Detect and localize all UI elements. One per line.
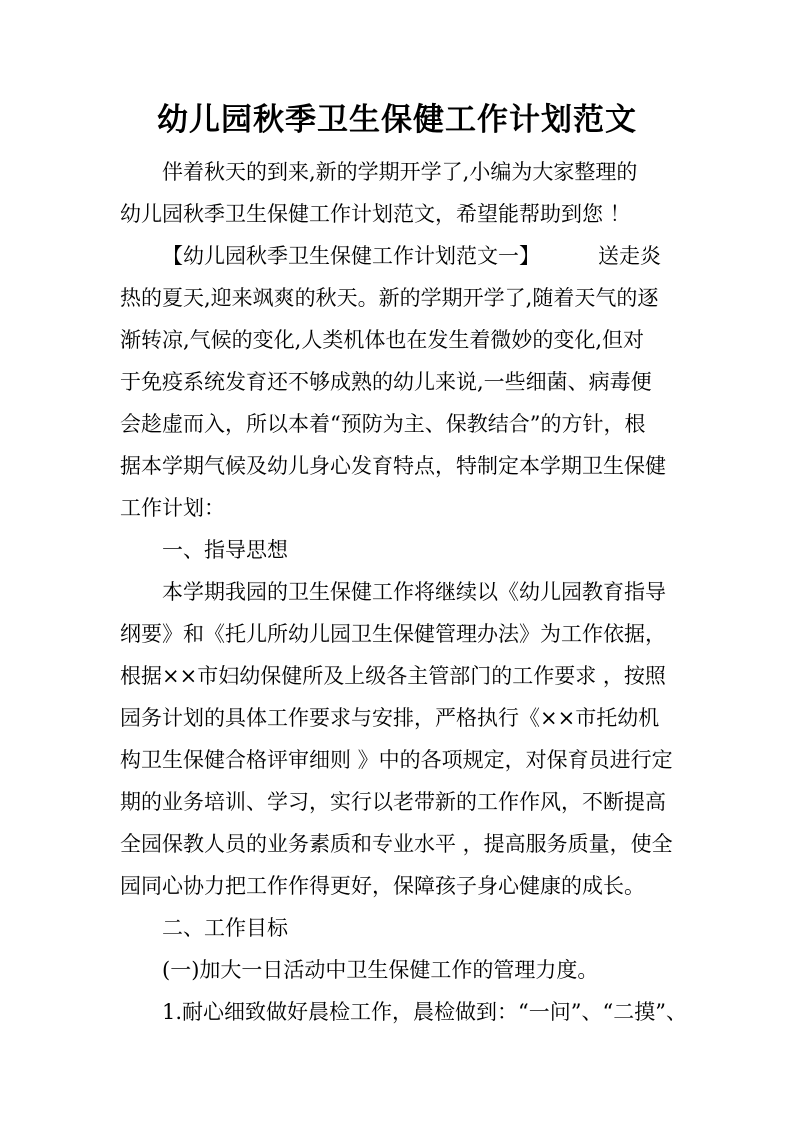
paragraph-line: 园务计划的具体工作要求与安排，严格执行《××市托幼机 [120, 706, 660, 730]
paragraph-line: 纲要》和《托儿所幼儿园卫生保健管理办法》为工作依据， [120, 622, 666, 646]
section-heading-one: 【幼儿园秋季卫生保健工作计划范文一】 [162, 244, 540, 268]
paragraph-line: 幼儿园秋季卫生保健工作计划范文，希望能帮助到您 ！ [120, 202, 631, 226]
paragraph-line: 于免疫系统发育还不够成熟的幼儿来说,一些细菌、病毒便 [120, 370, 652, 394]
paragraph-line: 期的业务培训、学习，实行以老带新的工作作风，不断提高 [120, 790, 666, 814]
paragraph-text: 送走炎 [598, 244, 661, 268]
paragraph-line: 本学期我园的卫生保健工作将继续以《幼儿园教育指导 [162, 580, 666, 604]
paragraph-line: 全园保教人员的业务素质和专业水平 ，提高服务质量，使全 [120, 832, 673, 856]
paragraph-line: 热的夏天,迎来飒爽的秋天。新的学期开学了,随着天气的逐 [120, 286, 659, 310]
paragraph-line: 渐转凉,气候的变化,人类机体也在发生着微妙的变化,但对 [120, 328, 645, 352]
sub-heading: (一)加大一日活动中卫生保健工作的管理力度。 [162, 958, 599, 982]
paragraph-line: 根据××市妇幼保健所及上级各主管部门的工作要求 ，按照 [120, 664, 666, 688]
document-title: 幼儿园秋季卫生保健工作计划范文 [157, 102, 637, 138]
paragraph-line: 工作计划： [120, 496, 225, 520]
section-heading: 一、指导思想 [162, 538, 288, 562]
paragraph-line: 伴着秋天的到来,新的学期开学了,小编为大家整理的 [162, 160, 638, 184]
section-heading: 二、工作目标 [162, 916, 288, 940]
paragraph-line-heading-one [162, 241, 661, 271]
list-item: 1.耐心细致做好晨检工作，晨检做到：“一问”、“二摸”、 [162, 1000, 687, 1024]
paragraph-line: 会趁虚而入，所以本着“预防为主、保教结合”的方针，根 [120, 412, 646, 436]
paragraph-line: 据本学期气候及幼儿身心发育特点，特制定本学期卫生保健 [120, 454, 666, 478]
paragraph-line: 园同心协力把工作作得更好，保障孩子身心健康的成长。 [120, 874, 645, 898]
paragraph-line: 构卫生保健合格评审细则 》中的各项规定，对保育员进行定 [120, 748, 673, 772]
